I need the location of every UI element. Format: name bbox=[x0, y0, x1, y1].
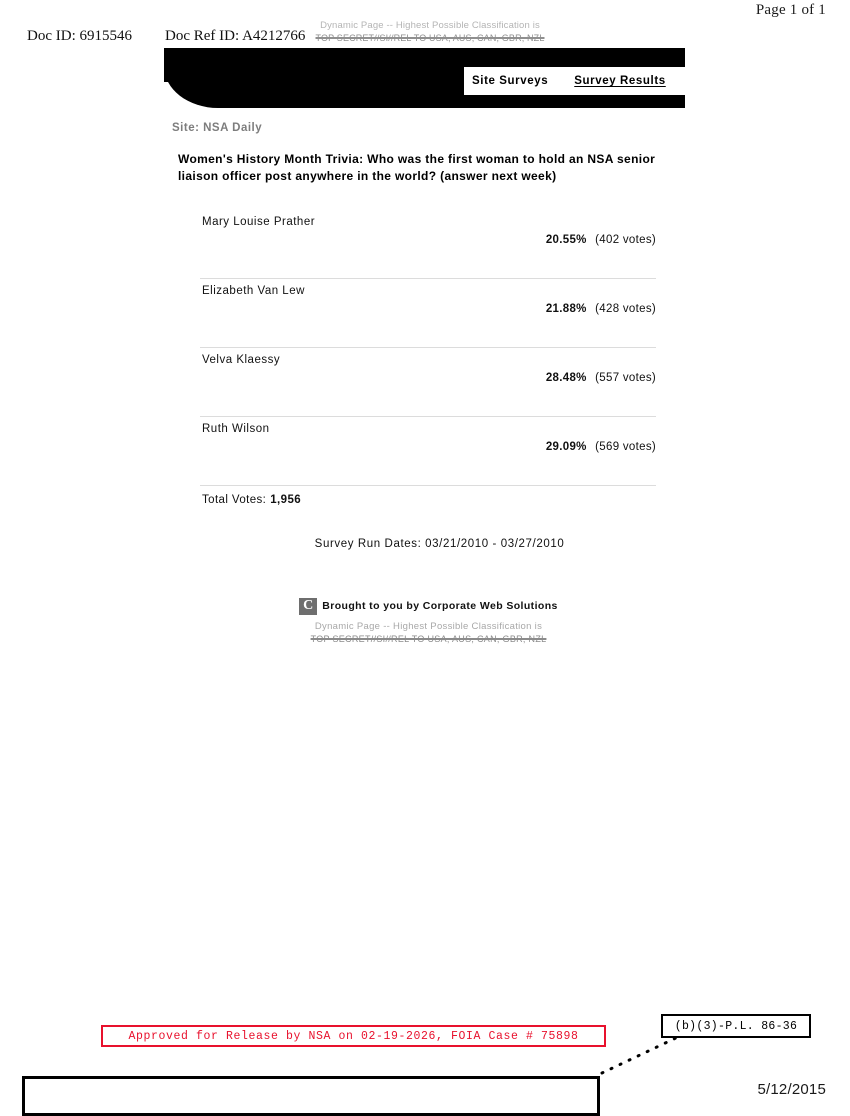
nav-bar bbox=[464, 48, 685, 108]
poll-stats bbox=[546, 372, 656, 384]
exemption-callout-box: (b)(3)-P.L. 86-36 bbox=[661, 1014, 811, 1038]
poll-stats bbox=[546, 303, 656, 315]
nav-redaction-top bbox=[464, 48, 685, 67]
top-classification-banner bbox=[285, 20, 575, 44]
footer-classification-text: Dynamic Page -- Highest Possible Classification is bbox=[314, 620, 543, 632]
site-label: Site: NSA Daily bbox=[172, 122, 263, 134]
footer-classification-banner bbox=[172, 620, 685, 646]
page-number: Page 1 of 1 bbox=[755, 2, 826, 18]
poll-row bbox=[200, 210, 656, 279]
top-classification-level: TOP SECRET//SI//REL TO USA, AUS, CAN, GBR, NZL bbox=[315, 33, 545, 43]
poll-percent: 28.48% bbox=[545, 372, 587, 384]
poll-stats bbox=[546, 441, 656, 453]
poll-option-label: Mary Louise Prather bbox=[202, 216, 316, 228]
nav-redaction-bottom bbox=[464, 95, 685, 108]
brand-credit-text: Brought to you by Corporate Web Solutions bbox=[322, 600, 558, 612]
poll-vote-count: (569 votes) bbox=[595, 441, 656, 453]
poll-stats bbox=[546, 234, 656, 246]
total-votes-value: 1,956 bbox=[270, 494, 302, 506]
redacted-logo-banner bbox=[164, 48, 464, 108]
brand-credit bbox=[299, 598, 558, 615]
top-classification-text: Dynamic Page -- Highest Possible Classification is bbox=[320, 20, 540, 31]
poll-percent: 20.55% bbox=[545, 234, 587, 246]
poll-row bbox=[200, 348, 656, 417]
footer-classification-level: TOP SECRET//SI//REL TO USA, AUS, CAN, GBR, NZL bbox=[310, 633, 547, 644]
nav-link-site-surveys[interactable]: Site Surveys bbox=[472, 75, 549, 87]
leader-line bbox=[600, 1035, 680, 1075]
doc-ref-id-label: Doc Ref ID: A4212766 bbox=[165, 28, 306, 44]
poll-row bbox=[200, 279, 656, 348]
poll-vote-count: (428 votes) bbox=[595, 303, 656, 315]
poll-row bbox=[200, 417, 656, 486]
nav-links bbox=[464, 67, 685, 95]
total-votes bbox=[202, 494, 656, 506]
masthead bbox=[164, 48, 685, 108]
doc-id-label: Doc ID: 6915546 bbox=[27, 28, 132, 44]
page-footer bbox=[164, 596, 685, 646]
poll-vote-count: (402 votes) bbox=[595, 234, 656, 246]
survey-run-dates: Survey Run Dates: 03/21/2010 - 03/27/2010 bbox=[314, 538, 565, 550]
poll-option-label: Ruth Wilson bbox=[202, 423, 270, 435]
scan-date: 5/12/2015 bbox=[757, 1081, 826, 1098]
poll-vote-count: (557 votes) bbox=[595, 372, 656, 384]
survey-question: Women's History Month Trivia: Who was the first woman to hold an NSA senior liaison officer post anywhere in the world? (answer next week) bbox=[178, 152, 656, 183]
nav-link-survey-results[interactable]: Survey Results bbox=[574, 75, 666, 87]
poll-option-label: Elizabeth Van Lew bbox=[202, 285, 305, 297]
poll-results-list bbox=[200, 210, 656, 506]
scanned-webpage bbox=[164, 48, 685, 646]
redaction-block bbox=[164, 48, 464, 82]
poll-option-label: Velva Klaessy bbox=[202, 354, 281, 366]
poll-percent: 29.09% bbox=[545, 441, 587, 453]
poll-percent: 21.88% bbox=[545, 303, 587, 315]
release-stamp: Approved for Release by NSA on 02-19-2026, FOIA Case # 75898 bbox=[101, 1025, 606, 1047]
total-votes-label: Total Votes: bbox=[202, 494, 267, 506]
corporate-web-solutions-logo-icon: C bbox=[299, 598, 317, 615]
bottom-empty-box bbox=[22, 1076, 600, 1116]
